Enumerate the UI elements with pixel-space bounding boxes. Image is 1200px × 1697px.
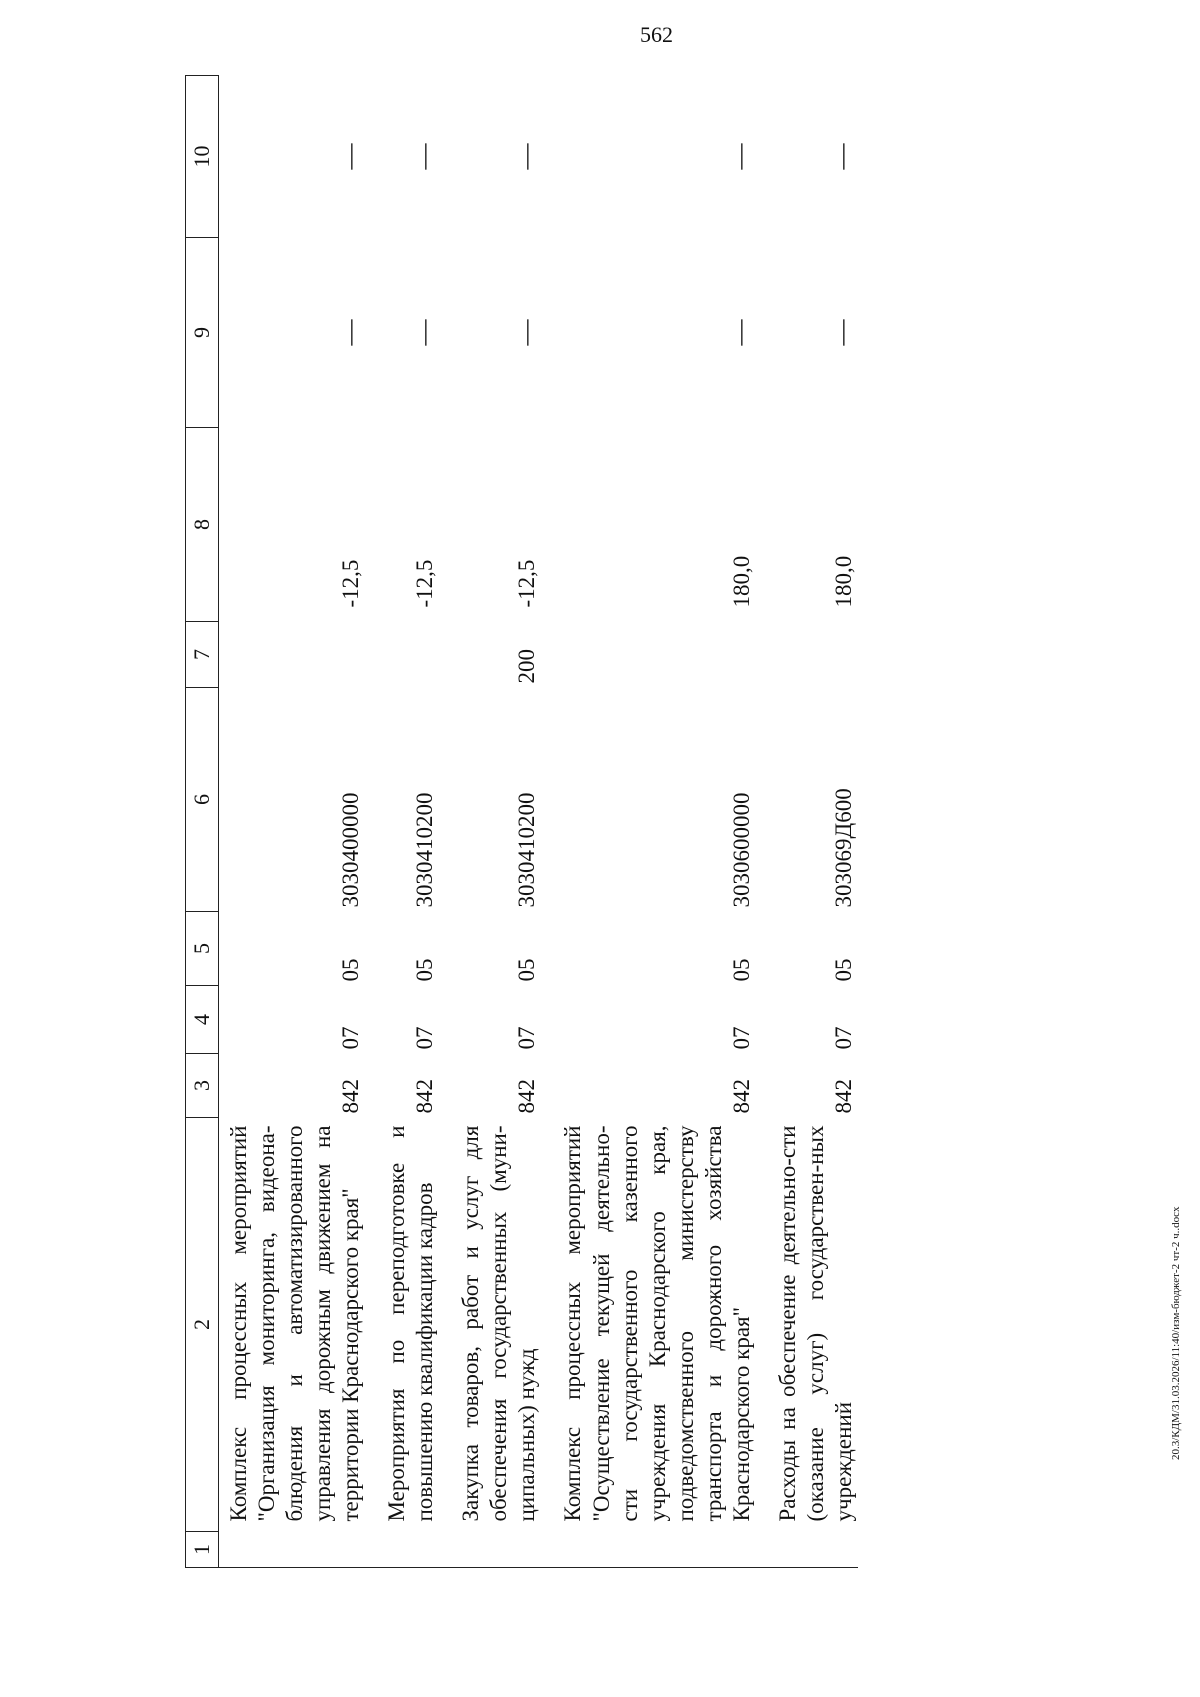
header-col-3: 3: [186, 1054, 219, 1118]
row-code-4: 07: [728, 1026, 754, 1050]
row-col-10: —: [827, 143, 857, 170]
header-col-6: 6: [186, 688, 219, 912]
row-code-7: [219, 622, 366, 688]
table-header-row: [186, 76, 219, 1568]
row-code-3: 842: [830, 1079, 856, 1114]
table-row: [219, 76, 366, 1568]
row-code-6: 3030410200: [412, 792, 438, 908]
row-code-7: 200: [514, 649, 540, 684]
row-name: Мероприятия по переподготовке и повышению квалификации кадров: [384, 1125, 438, 1522]
row-col-10: —: [510, 143, 540, 170]
header-col-8: 8: [186, 428, 219, 622]
row-amount: 180,0: [728, 555, 754, 608]
row-col-10: —: [408, 143, 438, 170]
row-code-5: 05: [728, 958, 754, 982]
row-col-10: —: [334, 143, 364, 170]
row-code-7: [365, 622, 439, 688]
document-footer-code: 20.3/КДМ/31.03.2026/11:40/изм-бюджет-2 чт-2 ч..docx: [1170, 1206, 1182, 1460]
row-name: Закупка товаров, работ и услуг для обеспечения государственных (муни-ципальных) нужд: [458, 1125, 540, 1522]
row-code-5: 05: [514, 958, 540, 982]
page-number: 562: [640, 22, 673, 47]
row-code-4: 07: [830, 1026, 856, 1050]
row-col-9: —: [408, 319, 438, 346]
row-name: Расходы на обеспечение деятельно-сти (оказание услуг) государствен-ных учреждений: [774, 1125, 856, 1522]
header-col-2: 2: [186, 1118, 219, 1532]
row-col-10: —: [725, 143, 755, 170]
header-col-1: 1: [186, 1532, 219, 1568]
table-row: [756, 76, 858, 1568]
row-code-6: 3030400000: [338, 792, 364, 908]
budget-table: [185, 75, 858, 1568]
row-code-5: 05: [830, 958, 856, 982]
header-col-5: 5: [186, 912, 219, 986]
row-code-6: 3030600000: [728, 792, 754, 908]
row-col-9: —: [827, 319, 857, 346]
header-col-9: 9: [186, 238, 219, 428]
row-amount: -12,5: [412, 559, 438, 608]
row-code-7: [756, 622, 858, 688]
row-code-7: [541, 622, 755, 688]
row-name: Комплекс процессных мероприятий "Осуществление текущей деятельно-сти государственного казенного учреждения Краснодарского края, подведомственного министерству транспорта и дорожного хозяйства Краснодарского края": [560, 1125, 754, 1522]
row-code-4: 07: [514, 1026, 540, 1050]
header-col-7: 7: [186, 622, 219, 688]
table-row: [365, 76, 439, 1568]
table-row: [541, 76, 755, 1568]
row-code-5: 05: [338, 958, 364, 982]
row-col-9: —: [334, 319, 364, 346]
header-col-4: 4: [186, 986, 219, 1054]
row-code-3: 842: [338, 1079, 364, 1114]
row-col-9: —: [510, 319, 540, 346]
row-code-4: 07: [338, 1026, 364, 1050]
table-row: [439, 76, 541, 1568]
row-code-4: 07: [412, 1026, 438, 1050]
budget-table-rotated: [185, 76, 1045, 1568]
row-code-3: 842: [514, 1079, 540, 1114]
row-code-3: 842: [412, 1079, 438, 1114]
row-code-5: 05: [412, 958, 438, 982]
row-col-9: —: [725, 319, 755, 346]
header-col-10: 10: [186, 76, 219, 238]
row-code-6: 3030410200: [514, 792, 540, 908]
row-amount: -12,5: [338, 559, 364, 608]
row-code-6: 303069Д600: [830, 788, 856, 908]
row-name: Комплекс процессных мероприятий "Организация мониторинга, видеона-блюдения и автоматизированного управления дорожным движением на территории Краснодарского края": [226, 1125, 364, 1522]
row-amount: 180,0: [830, 555, 856, 608]
row-amount: -12,5: [514, 559, 540, 608]
row-code-3: 842: [728, 1079, 754, 1114]
